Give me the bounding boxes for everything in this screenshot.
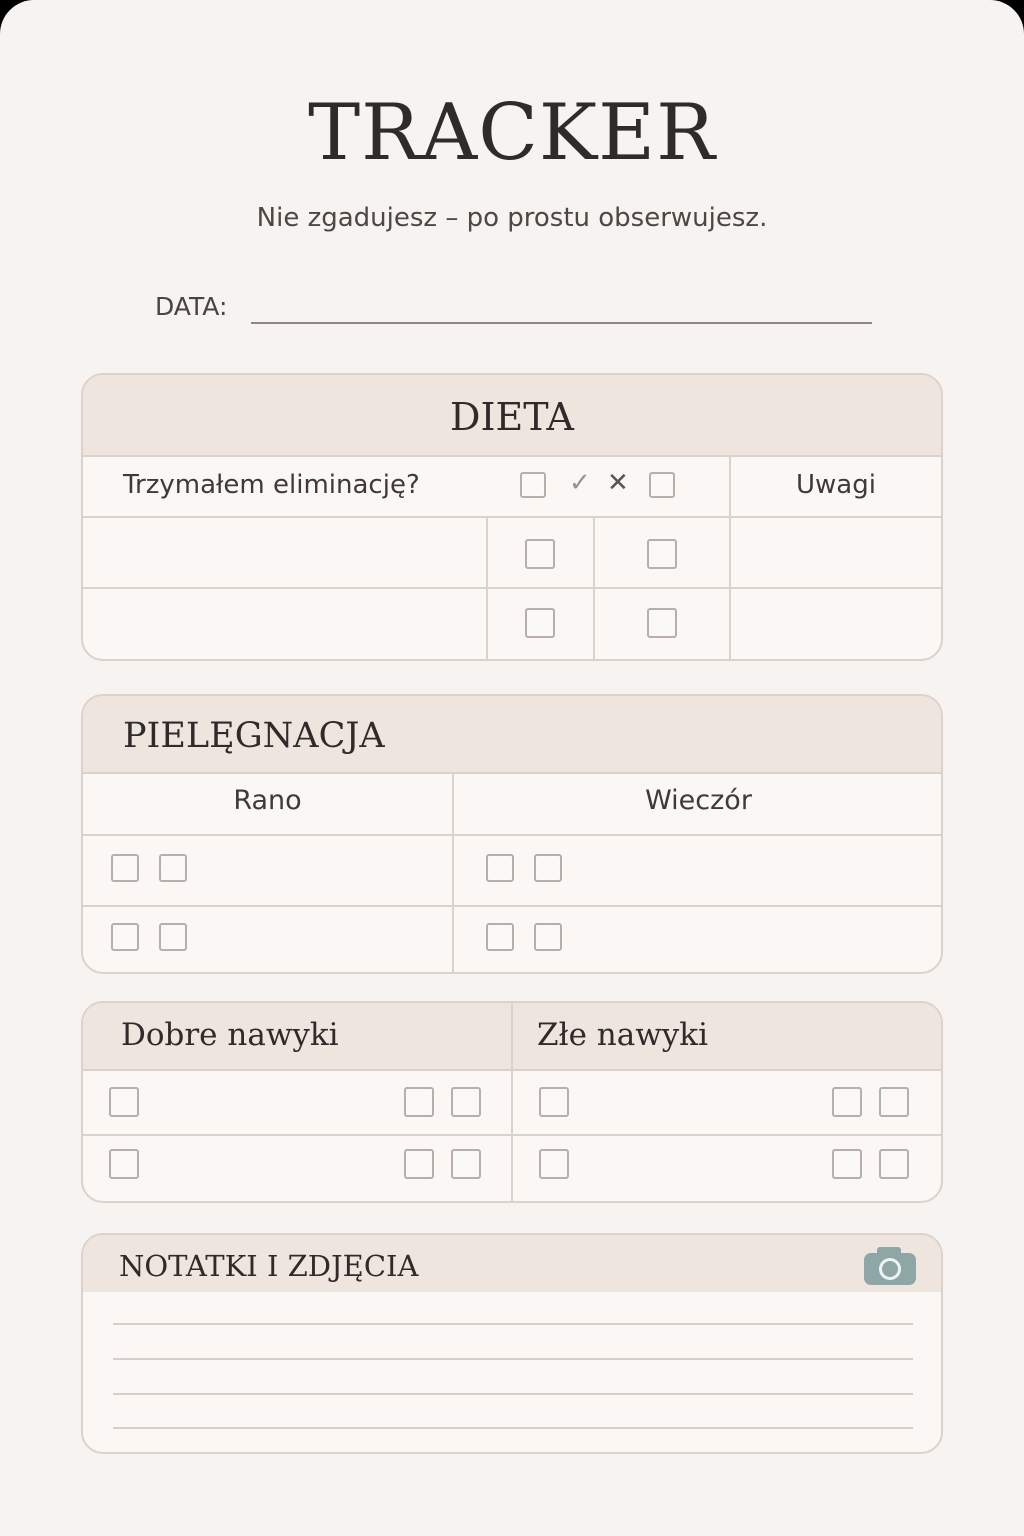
diet-section (81, 373, 943, 661)
diet-row2-yes-checkbox[interactable] (525, 608, 555, 638)
check-mark-icon: ✓ (569, 468, 591, 498)
good-habit-row1-checkbox[interactable] (109, 1087, 139, 1117)
diet-divider (83, 455, 943, 457)
diet-no-checkbox[interactable] (649, 472, 675, 498)
bad-habit-row1-checkbox-a[interactable] (832, 1087, 862, 1117)
care-evening-row2-checkbox-b[interactable] (534, 923, 562, 951)
diet-yes-checkbox[interactable] (520, 472, 546, 498)
diet-row1-yes-checkbox[interactable] (525, 539, 555, 569)
good-habits-label: Dobre nawyki (121, 1017, 339, 1053)
notes-line[interactable] (113, 1427, 913, 1429)
diet-row1-no-checkbox[interactable] (647, 539, 677, 569)
habits-divider (83, 1069, 943, 1071)
diet-row-divider (83, 587, 943, 589)
care-morning-row1-checkbox-b[interactable] (159, 854, 187, 882)
date-field-line[interactable] (251, 322, 872, 324)
good-habit-row1-checkbox-a[interactable] (404, 1087, 434, 1117)
date-label: DATA: (155, 292, 228, 321)
diet-header (83, 375, 943, 455)
care-row-divider (83, 905, 943, 907)
diet-title: DIETA (450, 395, 574, 439)
care-morning-row2-checkbox-a[interactable] (111, 923, 139, 951)
care-evening-row1-checkbox-b[interactable] (534, 854, 562, 882)
care-evening-row1-checkbox-a[interactable] (486, 854, 514, 882)
page-title: TRACKER (308, 88, 716, 178)
bad-habit-row1-checkbox-b[interactable] (879, 1087, 909, 1117)
notes-section (81, 1233, 943, 1454)
care-row-divider (83, 834, 943, 836)
care-divider (83, 772, 943, 774)
camera-icon[interactable] (863, 1245, 917, 1287)
bad-habit-row1-checkbox[interactable] (539, 1087, 569, 1117)
habits-col-divider (511, 1003, 513, 1203)
notes-line[interactable] (113, 1393, 913, 1395)
cross-mark-icon: ✕ (607, 468, 629, 498)
page-subtitle: Nie zgadujesz – po prostu obserwujesz. (256, 203, 768, 233)
care-title: PIELĘGNACJA (123, 716, 385, 756)
diet-question: Trzymałem eliminację? (123, 470, 420, 500)
good-habit-row2-checkbox-a[interactable] (404, 1149, 434, 1179)
care-evening-row2-checkbox-a[interactable] (486, 923, 514, 951)
good-habit-row1-checkbox-b[interactable] (451, 1087, 481, 1117)
bad-habit-row2-checkbox[interactable] (539, 1149, 569, 1179)
care-morning-label: Rano (233, 785, 302, 816)
notes-line[interactable] (113, 1323, 913, 1325)
care-evening-label: Wieczór (645, 785, 752, 816)
diet-col-divider (486, 516, 488, 661)
care-morning-row2-checkbox-b[interactable] (159, 923, 187, 951)
care-morning-row1-checkbox-a[interactable] (111, 854, 139, 882)
habits-row-divider (83, 1134, 943, 1136)
diet-row-divider (83, 516, 943, 518)
diet-row2-no-checkbox[interactable] (647, 608, 677, 638)
diet-col-divider (593, 516, 595, 661)
good-habit-row2-checkbox[interactable] (109, 1149, 139, 1179)
diet-notes-label: Uwagi (796, 470, 876, 500)
habits-section (81, 1001, 943, 1203)
bad-habit-row2-checkbox-b[interactable] (879, 1149, 909, 1179)
good-habit-row2-checkbox-b[interactable] (451, 1149, 481, 1179)
care-section (81, 694, 943, 974)
notes-title: NOTATKI I ZDJĘCIA (119, 1249, 419, 1283)
bad-habit-row2-checkbox-a[interactable] (832, 1149, 862, 1179)
notes-line[interactable] (113, 1358, 913, 1360)
bad-habits-label: Złe nawyki (537, 1017, 708, 1053)
care-header (83, 696, 943, 772)
